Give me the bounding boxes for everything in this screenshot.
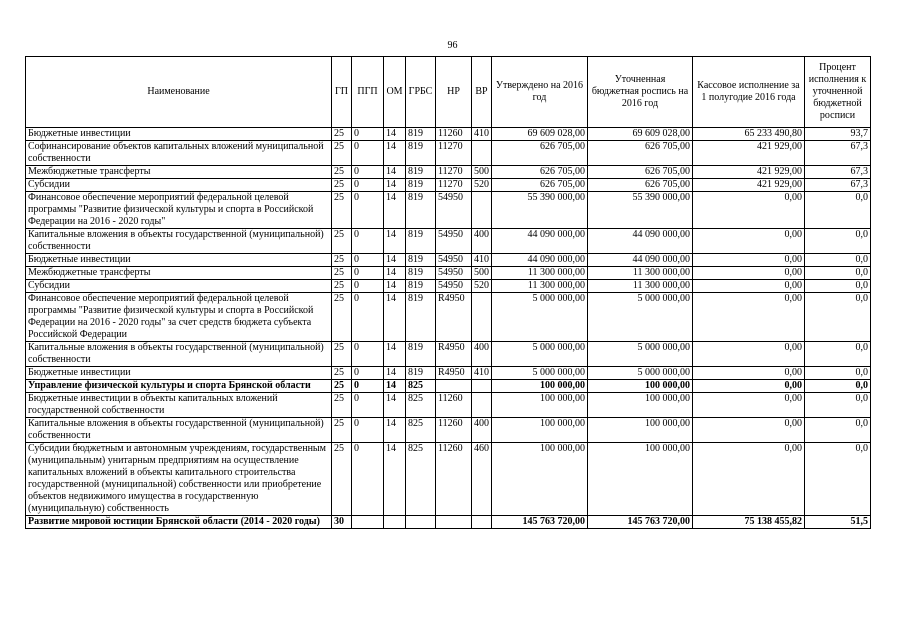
cell-name: Бюджетные инвестиции в объекты капитальных вложений государственной собственности [26,393,332,418]
cell-approved: 44 090 000,00 [492,229,588,254]
cell-np: R4950 [436,293,472,342]
cell-vr: 410 [472,254,492,267]
cell-refined: 626 705,00 [588,179,693,192]
cell-refined: 626 705,00 [588,166,693,179]
cell-om: 14 [384,141,406,166]
cell-gp: 25 [332,380,352,393]
cell-vr: 460 [472,443,492,516]
table-row [26,393,871,418]
cell-approved: 5 000 000,00 [492,342,588,367]
cell-vr: 520 [472,179,492,192]
cell-grbs: 819 [406,141,436,166]
cell-approved: 5 000 000,00 [492,293,588,342]
cell-approved: 69 609 028,00 [492,128,588,141]
cell-gp: 25 [332,342,352,367]
cell-approved: 145 763 720,00 [492,516,588,529]
cell-pgp: 0 [352,166,384,179]
cell-refined: 100 000,00 [588,380,693,393]
cell-percent: 0,0 [805,280,871,293]
cell-grbs: 819 [406,254,436,267]
cell-name: Бюджетные инвестиции [26,128,332,141]
cell-vr: 410 [472,367,492,380]
cell-om: 14 [384,192,406,229]
cell-name: Межбюджетные трансферты [26,267,332,280]
cell-pgp: 0 [352,192,384,229]
cell-np: 54950 [436,229,472,254]
table-row [26,192,871,229]
header-name: Наименование [26,57,332,128]
cell-refined: 69 609 028,00 [588,128,693,141]
cell-cash: 0,00 [693,443,805,516]
cell-grbs: 819 [406,166,436,179]
cell-pgp: 0 [352,254,384,267]
cell-approved: 55 390 000,00 [492,192,588,229]
cell-pgp: 0 [352,393,384,418]
budget-table [25,56,871,529]
cell-percent: 67,3 [805,141,871,166]
table-body [26,128,871,529]
table-row [26,166,871,179]
cell-pgp: 0 [352,418,384,443]
cell-percent: 0,0 [805,192,871,229]
table-row [26,293,871,342]
cell-cash: 0,00 [693,293,805,342]
cell-vr [472,192,492,229]
cell-approved: 11 300 000,00 [492,267,588,280]
cell-vr: 400 [472,229,492,254]
cell-om: 14 [384,267,406,280]
cell-np: 11260 [436,418,472,443]
cell-refined: 145 763 720,00 [588,516,693,529]
cell-gp: 25 [332,267,352,280]
cell-name: Капитальные вложения в объекты государственной (муниципальной) собственности [26,229,332,254]
cell-refined: 5 000 000,00 [588,342,693,367]
cell-grbs: 819 [406,229,436,254]
cell-name: Софинансирование объектов капитальных вложений муниципальной собственности [26,141,332,166]
cell-cash: 65 233 490,80 [693,128,805,141]
cell-name: Капитальные вложения в объекты государственной (муниципальной) собственности [26,342,332,367]
cell-approved: 5 000 000,00 [492,367,588,380]
cell-gp: 25 [332,393,352,418]
cell-pgp: 0 [352,367,384,380]
cell-np: R4950 [436,367,472,380]
table-row [26,229,871,254]
cell-grbs [406,516,436,529]
cell-pgp: 0 [352,141,384,166]
cell-om: 14 [384,280,406,293]
cell-np: 11270 [436,179,472,192]
cell-om: 14 [384,293,406,342]
cell-gp: 25 [332,254,352,267]
table-header [26,57,871,128]
cell-pgp: 0 [352,128,384,141]
cell-name: Развитие мировой юстиции Брянской области (2014 - 2020 годы) [26,516,332,529]
cell-grbs: 825 [406,443,436,516]
cell-vr: 520 [472,280,492,293]
cell-om: 14 [384,380,406,393]
cell-vr: 500 [472,166,492,179]
cell-percent: 0,0 [805,380,871,393]
cell-gp: 25 [332,128,352,141]
cell-name: Бюджетные инвестиции [26,254,332,267]
cell-refined: 5 000 000,00 [588,367,693,380]
table-row [26,254,871,267]
cell-grbs: 825 [406,393,436,418]
cell-om: 14 [384,443,406,516]
header-gp: ГП [332,57,352,128]
cell-pgp: 0 [352,342,384,367]
cell-pgp: 0 [352,293,384,342]
cell-vr [472,516,492,529]
header-np: НР [436,57,472,128]
table-row [26,516,871,529]
table-row [26,141,871,166]
cell-grbs: 819 [406,280,436,293]
cell-percent: 0,0 [805,342,871,367]
cell-cash: 0,00 [693,393,805,418]
cell-percent: 67,3 [805,179,871,192]
cell-cash: 0,00 [693,418,805,443]
cell-gp: 25 [332,179,352,192]
header-percent: Процент исполнения к уточненной бюджетной росписи [805,57,871,128]
table-row [26,443,871,516]
cell-grbs: 825 [406,418,436,443]
cell-vr: 400 [472,418,492,443]
cell-np: 11260 [436,128,472,141]
cell-np: 11270 [436,141,472,166]
table-row [26,367,871,380]
cell-cash: 0,00 [693,229,805,254]
cell-name: Финансовое обеспечение мероприятий федеральной целевой программы "Развитие физической культуры и спорта в Российской Федерации на 2016 - 2020 годы" за счет средств бюджета субъекта Российской Федерации [26,293,332,342]
cell-grbs: 819 [406,367,436,380]
cell-np: 54950 [436,267,472,280]
cell-om: 14 [384,254,406,267]
table-row [26,179,871,192]
header-refined: Уточненная бюджетная роспись на 2016 год [588,57,693,128]
cell-percent: 51,5 [805,516,871,529]
cell-refined: 100 000,00 [588,443,693,516]
cell-vr [472,293,492,342]
header-pgp: ПГП [352,57,384,128]
cell-refined: 11 300 000,00 [588,280,693,293]
table-row [26,380,871,393]
cell-approved: 100 000,00 [492,380,588,393]
cell-pgp: 0 [352,380,384,393]
cell-name: Субсидии [26,280,332,293]
cell-gp: 25 [332,443,352,516]
cell-om: 14 [384,393,406,418]
cell-percent: 93,7 [805,128,871,141]
cell-percent: 0,0 [805,393,871,418]
page-number: 96 [447,40,458,51]
cell-vr [472,141,492,166]
cell-approved: 626 705,00 [492,179,588,192]
cell-grbs: 819 [406,267,436,280]
cell-approved: 44 090 000,00 [492,254,588,267]
cell-refined: 5 000 000,00 [588,293,693,342]
cell-np: 11270 [436,166,472,179]
table-row [26,342,871,367]
cell-np [436,516,472,529]
cell-np: 11260 [436,443,472,516]
cell-approved: 626 705,00 [492,141,588,166]
cell-np: R4950 [436,342,472,367]
cell-percent: 67,3 [805,166,871,179]
cell-cash: 421 929,00 [693,166,805,179]
cell-grbs: 819 [406,128,436,141]
cell-name: Субсидии [26,179,332,192]
cell-pgp [352,516,384,529]
cell-gp: 25 [332,166,352,179]
cell-cash: 0,00 [693,342,805,367]
cell-grbs: 819 [406,179,436,192]
cell-vr [472,380,492,393]
cell-cash: 421 929,00 [693,141,805,166]
cell-om: 14 [384,179,406,192]
cell-grbs: 819 [406,342,436,367]
cell-gp: 25 [332,229,352,254]
header-grbs: ГРБС [406,57,436,128]
cell-vr: 500 [472,267,492,280]
cell-percent: 0,0 [805,254,871,267]
header-cash: Кассовое исполнение за 1 полугодие 2016 года [693,57,805,128]
cell-refined: 44 090 000,00 [588,229,693,254]
cell-cash: 0,00 [693,254,805,267]
cell-refined: 100 000,00 [588,418,693,443]
cell-vr: 400 [472,342,492,367]
cell-gp: 25 [332,418,352,443]
cell-refined: 100 000,00 [588,393,693,418]
cell-pgp: 0 [352,443,384,516]
table-row [26,267,871,280]
table-row [26,128,871,141]
cell-name: Управление физической культуры и спорта Брянской области [26,380,332,393]
header-om: ОМ [384,57,406,128]
cell-refined: 626 705,00 [588,141,693,166]
cell-percent: 0,0 [805,367,871,380]
cell-grbs: 819 [406,293,436,342]
cell-vr: 410 [472,128,492,141]
cell-cash: 75 138 455,82 [693,516,805,529]
cell-gp: 25 [332,280,352,293]
cell-gp: 25 [332,367,352,380]
cell-np: 54950 [436,254,472,267]
table-row [26,280,871,293]
cell-grbs: 825 [406,380,436,393]
cell-om: 14 [384,418,406,443]
cell-np: 54950 [436,192,472,229]
cell-om [384,516,406,529]
cell-percent: 0,0 [805,443,871,516]
cell-om: 14 [384,229,406,254]
cell-np [436,380,472,393]
cell-om: 14 [384,367,406,380]
cell-om: 14 [384,342,406,367]
cell-cash: 0,00 [693,380,805,393]
cell-name: Межбюджетные трансферты [26,166,332,179]
cell-cash: 421 929,00 [693,179,805,192]
cell-approved: 11 300 000,00 [492,280,588,293]
cell-name: Капитальные вложения в объекты государственной (муниципальной) собственности [26,418,332,443]
cell-gp: 25 [332,192,352,229]
cell-cash: 0,00 [693,267,805,280]
cell-om: 14 [384,128,406,141]
cell-name: Бюджетные инвестиции [26,367,332,380]
cell-percent: 0,0 [805,229,871,254]
cell-pgp: 0 [352,229,384,254]
cell-refined: 55 390 000,00 [588,192,693,229]
table-row [26,418,871,443]
cell-cash: 0,00 [693,192,805,229]
cell-percent: 0,0 [805,293,871,342]
cell-gp: 25 [332,141,352,166]
cell-gp: 25 [332,293,352,342]
header-vr: ВР [472,57,492,128]
cell-refined: 11 300 000,00 [588,267,693,280]
cell-vr [472,393,492,418]
cell-gp: 30 [332,516,352,529]
cell-name: Финансовое обеспечение мероприятий федеральной целевой программы "Развитие физической культуры и спорта в Российской Федерации на 2016 - 2020 годы" [26,192,332,229]
cell-refined: 44 090 000,00 [588,254,693,267]
cell-om: 14 [384,166,406,179]
cell-pgp: 0 [352,267,384,280]
cell-np: 54950 [436,280,472,293]
cell-approved: 100 000,00 [492,393,588,418]
cell-approved: 100 000,00 [492,443,588,516]
cell-np: 11260 [436,393,472,418]
cell-grbs: 819 [406,192,436,229]
cell-approved: 100 000,00 [492,418,588,443]
cell-cash: 0,00 [693,280,805,293]
cell-percent: 0,0 [805,418,871,443]
cell-pgp: 0 [352,280,384,293]
header-approved: Утверждено на 2016 год [492,57,588,128]
cell-cash: 0,00 [693,367,805,380]
cell-name: Субсидии бюджетным и автономным учреждениям, государственным (муниципальным) унитарным предприятиям на осуществление капитальных вложений в объекты капитального строительства государственной (муниципальной) собственности или приобретение объектов недвижимого имущества в государственную (муниципальную) собственность [26,443,332,516]
cell-pgp: 0 [352,179,384,192]
cell-approved: 626 705,00 [492,166,588,179]
cell-percent: 0,0 [805,267,871,280]
